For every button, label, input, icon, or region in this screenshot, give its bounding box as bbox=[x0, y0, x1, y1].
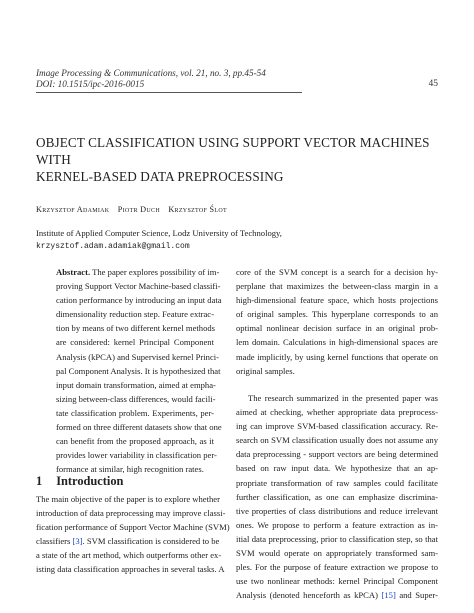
citation-link-3[interactable]: [3] bbox=[72, 536, 83, 547]
body-line: fication performance of Support Vector Machine (SVM) bbox=[36, 522, 230, 533]
abstract-line: formance at similar, high recognition rates. bbox=[56, 464, 204, 475]
abstract-line: Analysis (kPCA) and Supervised kernel Princi- bbox=[56, 351, 220, 362]
author-2: Piotr Duch bbox=[117, 205, 160, 214]
body-line: high-dimensional feature space, which hosts projections bbox=[236, 295, 438, 306]
body-line: of original samples. This hyperplane corresponds to an bbox=[236, 309, 438, 320]
journal-citation: Image Processing & Communications, vol. 21, no. 3, pp.45-54 bbox=[36, 68, 266, 78]
paper-title bbox=[36, 134, 438, 185]
body-paragraph-svm-core bbox=[236, 265, 438, 378]
abstract-line: sizing between-class differences, would facili- bbox=[56, 393, 216, 404]
abstract-line: tate classification problem. Experiments, per- bbox=[56, 407, 214, 418]
abstract-line: formed on three different datasets show that one bbox=[56, 422, 222, 433]
body-line: search on SVM classification usually does not assume any bbox=[236, 435, 438, 446]
body-line: Analysis (denoted henceforth as kPCA) [15] and Super- bbox=[236, 590, 438, 601]
section-number: 1 bbox=[36, 474, 43, 488]
body-line: lem domain. Calculations in high-dimensional spaces are bbox=[236, 337, 438, 348]
body-line: core of the SVM concept is a search for a decision hy- bbox=[236, 267, 438, 277]
body-line: classifiers [3]. SVM classification is considered to be bbox=[36, 536, 220, 547]
body-line: The research summarized in the presented paper was bbox=[248, 393, 438, 403]
abstract-line: cation performance by introducing an input data bbox=[56, 295, 222, 306]
body-line: aimed at checking, whether appropriate data preprocess- bbox=[236, 407, 438, 418]
abstract bbox=[56, 265, 222, 476]
author-list bbox=[36, 205, 233, 214]
body-line: original samples. bbox=[236, 365, 295, 376]
author-email[interactable]: krzysztof.adam.adamiak@gmail.com bbox=[36, 242, 190, 251]
body-line: SVM would operate on appropriately transformed sam- bbox=[236, 548, 438, 559]
body-line: itial data preprocessing, prior to classification step, so that bbox=[236, 533, 438, 544]
header-rule bbox=[36, 92, 302, 93]
abstract-label: Abstract. bbox=[56, 267, 91, 277]
abstract-line: input domain transformation, aimed at empha- bbox=[56, 379, 216, 390]
body-line: ing can improve SVM-based classification accuracy. Re- bbox=[236, 421, 438, 432]
body-paragraph-research bbox=[236, 391, 438, 602]
body-line: The main objective of the paper is to explore whether bbox=[36, 494, 220, 504]
body-line: optimal nonlinear decision surface in an original prob- bbox=[236, 323, 438, 334]
body-line: introduction of data preprocessing may improve classi- bbox=[36, 508, 226, 519]
affiliation: Institute of Applied Computer Science, Lodz University of Technology, bbox=[36, 228, 282, 238]
page-number: 45 bbox=[428, 79, 438, 89]
body-line: isting data classification approaches in several tasks. A bbox=[36, 564, 225, 575]
body-line: ones. We propose to perform a feature extraction as in- bbox=[236, 519, 438, 530]
body-line: tive properties of class distributions and reduce irrelevant bbox=[236, 505, 438, 516]
body-line: ples. For the purpose of feature extraction we propose to bbox=[236, 562, 438, 573]
abstract-line: proving Support Vector Machine-based classifi- bbox=[56, 281, 221, 292]
title-line-1: OBJECT CLASSIFICATION USING SUPPORT VECTOR MACHINES WITH bbox=[36, 135, 430, 167]
journal-header bbox=[36, 68, 266, 90]
section-title: Introduction bbox=[56, 474, 124, 488]
introduction-paragraph bbox=[36, 492, 230, 577]
author-3: Krzysztof Ślot bbox=[168, 205, 227, 214]
body-line: based on raw input data. We hypothesize that an ap- bbox=[236, 463, 438, 474]
body-line: further classification, as one can emphasize discrimina- bbox=[236, 491, 438, 502]
body-line: data preprocessing - support vectors are being determined bbox=[236, 449, 438, 460]
citation-link-15[interactable]: [15] bbox=[381, 590, 396, 601]
abstract-line: tion by means of two different kernel methods bbox=[56, 323, 216, 334]
section-heading-introduction bbox=[36, 474, 123, 489]
title-line-2: KERNEL-BASED DATA PREPROCESSING bbox=[36, 169, 284, 184]
body-line: a state of the art method, which outperforms other ex- bbox=[36, 550, 222, 561]
body-line: perplane that maximizes the between-class margin in a bbox=[236, 281, 438, 292]
author-1: Krzysztof Adamiak bbox=[36, 205, 110, 214]
abstract-line: dimensionality reduction step. Feature extrac- bbox=[56, 309, 214, 320]
body-line: made implicitly, by using kernel functions that operate on bbox=[236, 351, 438, 362]
abstract-line: are considered: kernel Principal Component bbox=[56, 337, 214, 348]
abstract-line: Abstract. The paper explores possibility of im- bbox=[56, 267, 220, 277]
abstract-line: can benefit from the proposed approach, as it bbox=[56, 436, 214, 447]
abstract-line: provides lower variability in classification per- bbox=[56, 450, 217, 461]
body-line: propriate transformation of raw samples could facilitate bbox=[236, 477, 438, 488]
body-line: use two nonlinear methods: kernel Principal Component bbox=[236, 576, 438, 587]
abstract-line: pal Component Analysis. It is hypothesized that bbox=[56, 365, 221, 376]
doi: DOI: 10.1515/ipc-2016-0015 bbox=[36, 79, 145, 89]
